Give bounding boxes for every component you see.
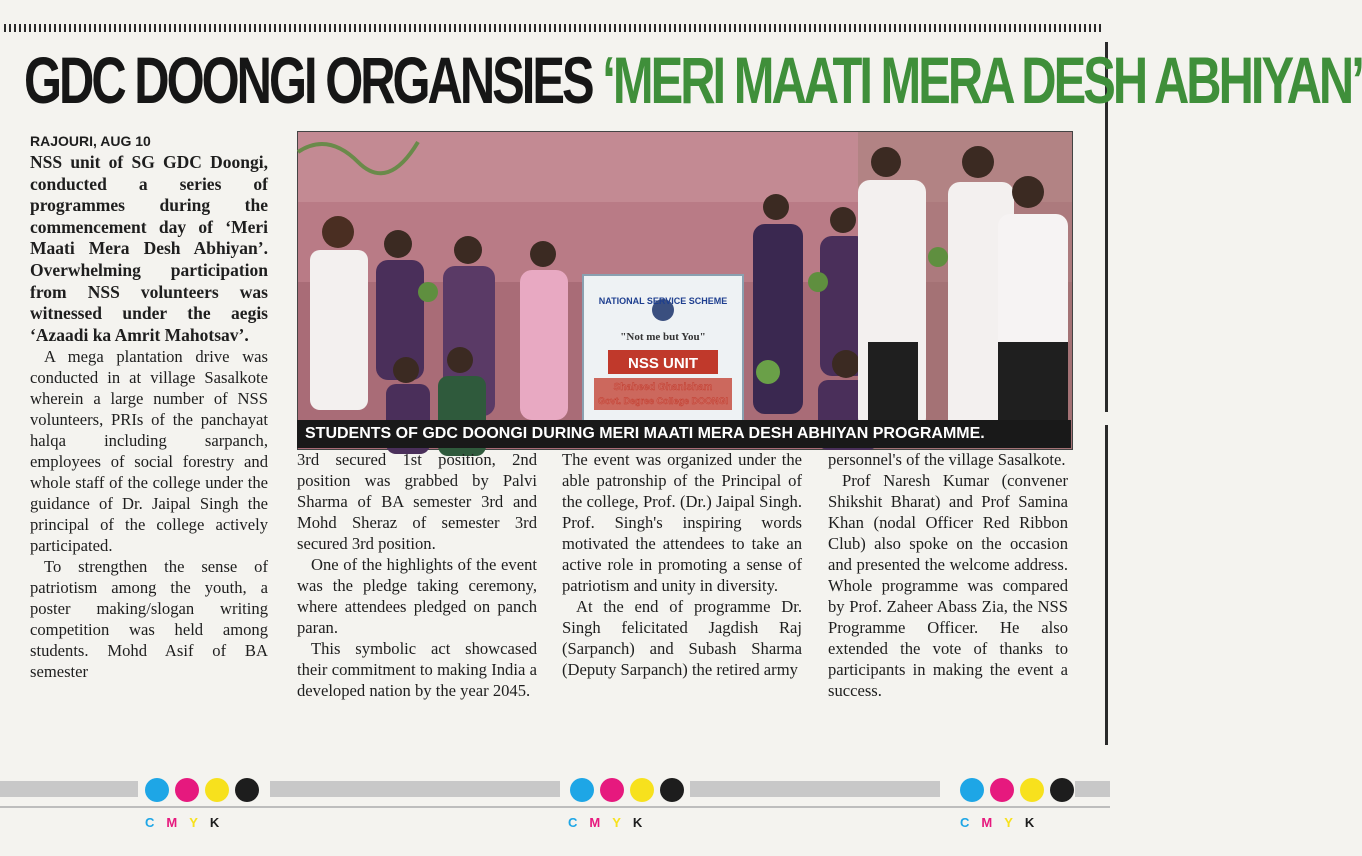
paragraph: This symbolic act showcased their commitment to making India a developed nation by the year 2045. — [297, 639, 537, 700]
headline-part1: GDC DOONGI ORGANSIES — [24, 43, 603, 117]
banner-motto: "Not me but You" — [620, 331, 706, 343]
grey-bar — [1075, 781, 1110, 797]
yellow-dot — [1020, 778, 1044, 802]
cyan-dot — [570, 778, 594, 802]
black-dot — [660, 778, 684, 802]
grey-bar — [0, 781, 138, 797]
paragraph: At the end of programme Dr. Singh felicitated Jagdish Raj (Sarpanch) and Subash Sharma (Deputy Sarpanch) the retired army — [562, 597, 802, 679]
paragraph: Prof Naresh Kumar (convener Shikshit Bharat) and Prof Samina Khan (nodal Officer Red Ribbon Club) also spoke on the occasion and presented the welcome address. Whole programme was compared by Prof. Zaheer Abass Zia, the NSS Programme Officer. He also extended the vote of thanks to participants in making the event a success. — [828, 471, 1068, 700]
dateline: RAJOURI, AUG 10 — [30, 133, 151, 149]
registration-strip — [0, 778, 1110, 800]
news-photo — [297, 131, 1073, 450]
yellow-dot — [630, 778, 654, 802]
photo-caption: STUDENTS OF GDC DOONGI DURING MERI MAATI MERA DESH ABHIYAN PROGRAMME. — [297, 420, 1071, 448]
paragraph: 3rd secured 1st position, 2nd position was grabbed by Palvi Sharma of BA semester 3rd and Mohd Sheraz of semester 3rd secured 3rd position. — [297, 450, 537, 553]
cyan-dot — [145, 778, 169, 802]
news-photo-illustration — [298, 132, 1072, 449]
cyan-dot — [960, 778, 984, 802]
article-column-4 — [828, 449, 1068, 767]
article-column-1 — [30, 152, 268, 767]
magenta-dot — [600, 778, 624, 802]
cmyk-label: CMYK — [568, 815, 655, 830]
headline-part2: ‘MERI MAATI MERA DESH ABHIYAN’ — [602, 43, 1362, 117]
magenta-dot — [175, 778, 199, 802]
paragraph: A mega plantation drive was conducted in at village Sasalkote wherein a large number of NSS volunteers, PRIs of the panchayat halqa including sarpanch, employees of social forestry and whole staff of the college under the guidance of Dr. Jaipal Singh the principal of the college actively participated. — [30, 347, 268, 556]
article-column-2 — [297, 449, 537, 767]
paragraph: personnel's of the village Sasalkote. — [828, 450, 1066, 469]
bottom-rule — [0, 806, 1110, 808]
headline — [24, 30, 1362, 130]
banner-arc-text: NATIONAL SERVICE SCHEME — [598, 296, 728, 306]
cmyk-label: CMYK — [145, 815, 232, 830]
article-column-3 — [562, 449, 802, 767]
grey-bar — [690, 781, 940, 797]
grey-bar — [270, 781, 560, 797]
paragraph: The event was organized under the able patronship of the Principal of the college, Prof. (Dr.) Jaipal Singh. Prof. Singh's inspiring words motivated the attendees to take an active role in promoting a sense of patriotism and unity in diversity. — [562, 450, 802, 595]
black-dot — [1050, 778, 1074, 802]
banner-unit: NSS UNIT — [627, 355, 699, 372]
magenta-dot — [990, 778, 1014, 802]
right-column-rule-lower — [1105, 425, 1108, 745]
black-dot — [235, 778, 259, 802]
paragraph: One of the highlights of the event was the pledge taking ceremony, where attendees pledged on panch paran. — [297, 555, 537, 637]
cmyk-label: CMYK — [960, 815, 1047, 830]
lead-paragraph: NSS unit of SG GDC Doongi, conducted a series of programmes during the commencement day of ‘Meri Maati Mera Desh Abhiyan’. Overwhelming participation from NSS volunteers was witnessed under the aegis ‘Azaadi ka Amrit Mahotsav’. — [30, 152, 268, 345]
paragraph: To strengthen the sense of patriotism among the youth, a poster making/slogan writing competition was held among students. Mohd Asif of BA semester — [30, 557, 268, 682]
yellow-dot — [205, 778, 229, 802]
